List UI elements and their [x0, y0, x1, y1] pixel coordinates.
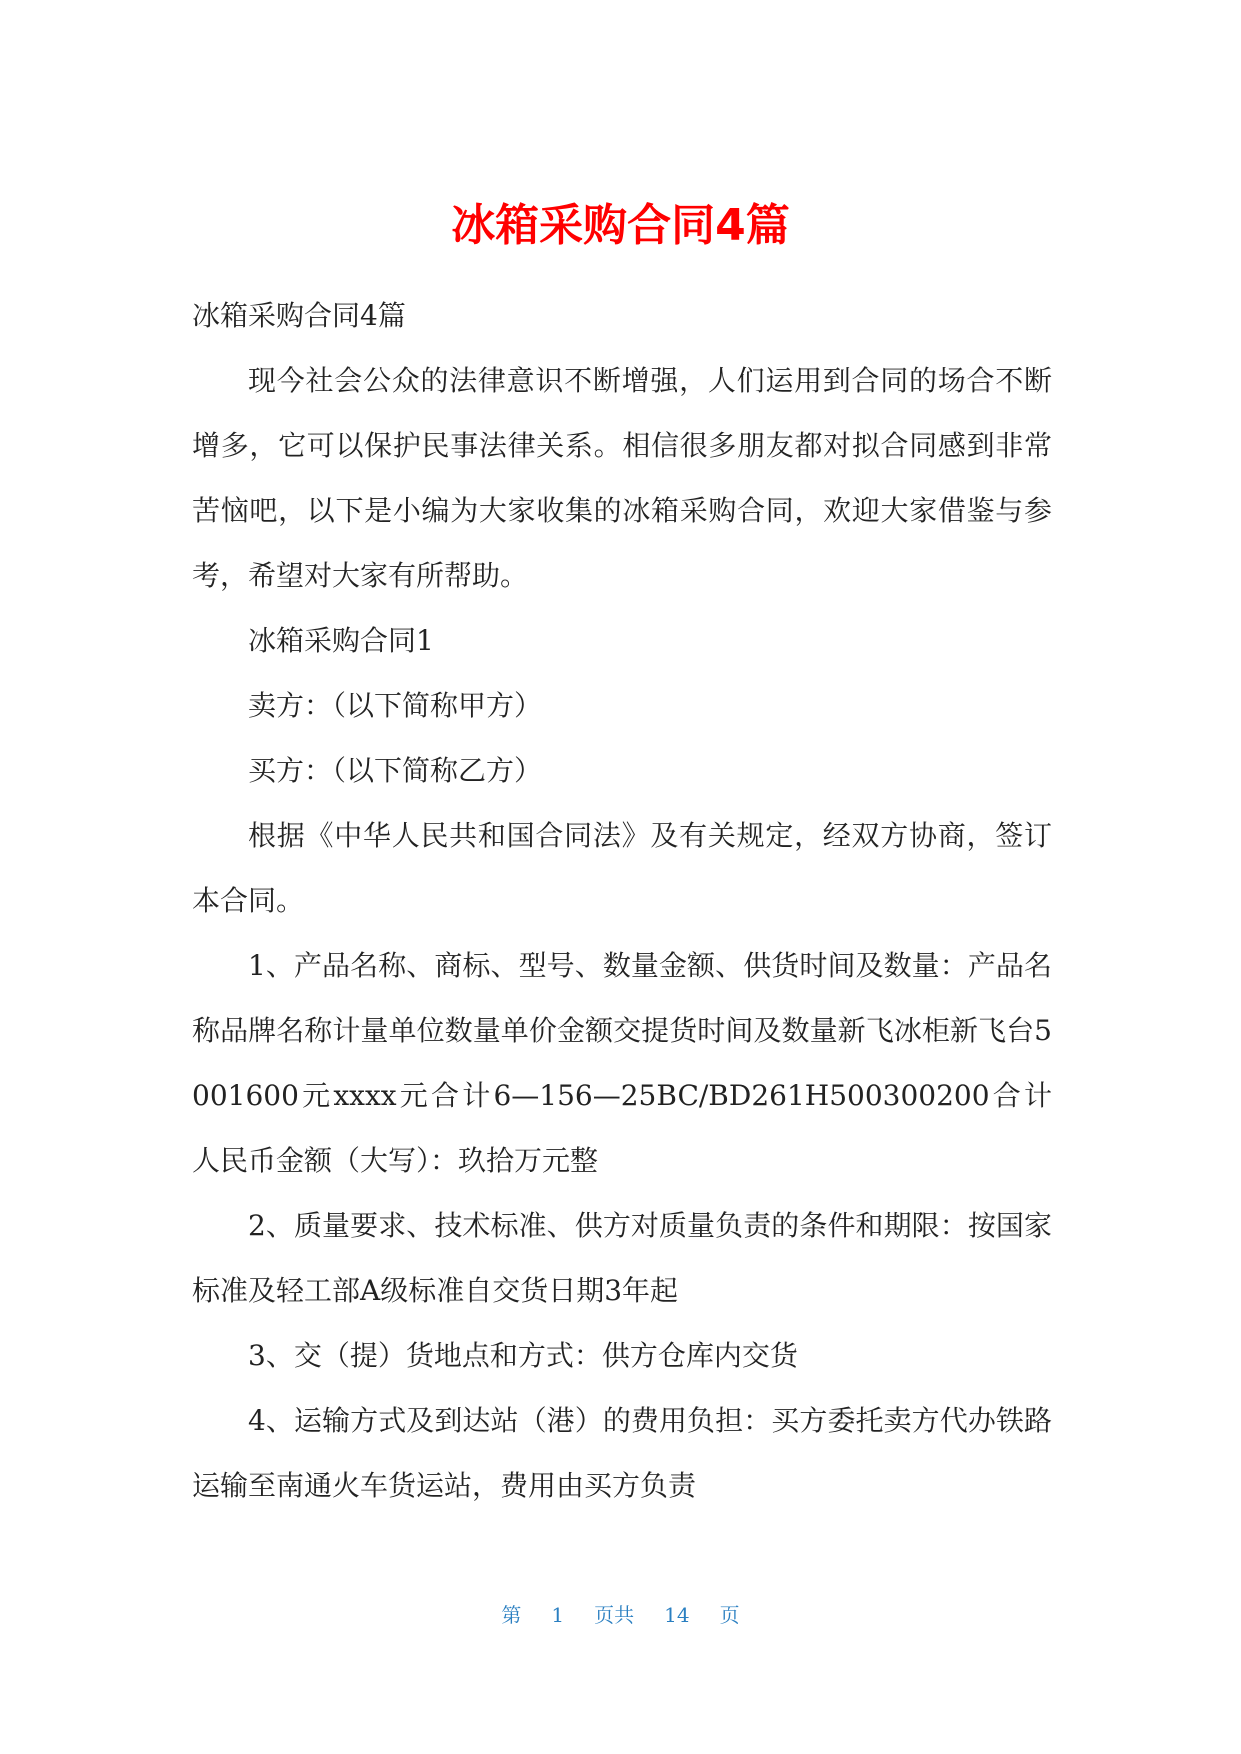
subtitle-paragraph: 冰箱采购合同4篇: [192, 299, 406, 332]
page-middle: 页共: [594, 1603, 635, 1627]
page-suffix: 页: [719, 1603, 740, 1627]
current-page-number: 1: [551, 1603, 565, 1627]
intro-paragraph: 现今社会公众的法律意识不断增强，人们运用到合同的场合不断增多，它可以保护民事法律关系。相信很多朋友都对拟合同感到非常苦恼吧，以下是小编为大家收集的冰箱采购合同，欢迎大家借鉴与参考，希望对大家有所帮助。: [192, 364, 1052, 592]
document-title: 冰箱采购合同4篇: [451, 200, 790, 251]
clause-3: 3、交（提）货地点和方式：供方仓库内交货: [248, 1339, 798, 1372]
contract-heading: 冰箱采购合同1: [248, 624, 434, 657]
document-body: [192, 283, 1052, 1518]
basis-paragraph: 根据《中华人民共和国合同法》及有关规定，经双方协商，签订本合同。: [192, 819, 1052, 917]
seller-line: 卖方：（以下简称甲方）: [248, 689, 543, 722]
clause-2: 2、质量要求、技术标准、供方对质量负责的条件和期限：按国家标准及轻工部A级标准自交货日期3年起: [192, 1209, 1052, 1307]
clause-1: 1、产品名称、商标、型号、数量金额、供货时间及数量：产品名称品牌名称计量单位数量单价金额交提货时间及数量新飞冰柜新飞台5001600元xxxx元合计6—156—25BC/BD261H500300200合计人民币金额（大写）：玖拾万元整: [192, 949, 1052, 1177]
page-prefix: 第: [501, 1603, 522, 1627]
clause-4: 4、运输方式及到达站（港）的费用负担：买方委托卖方代办铁路运输至南通火车货运站，费用由买方负责: [192, 1404, 1052, 1502]
total-pages-number: 14: [664, 1603, 690, 1627]
buyer-line: 买方：（以下简称乙方）: [248, 754, 543, 787]
page-footer: [0, 1600, 1241, 1630]
